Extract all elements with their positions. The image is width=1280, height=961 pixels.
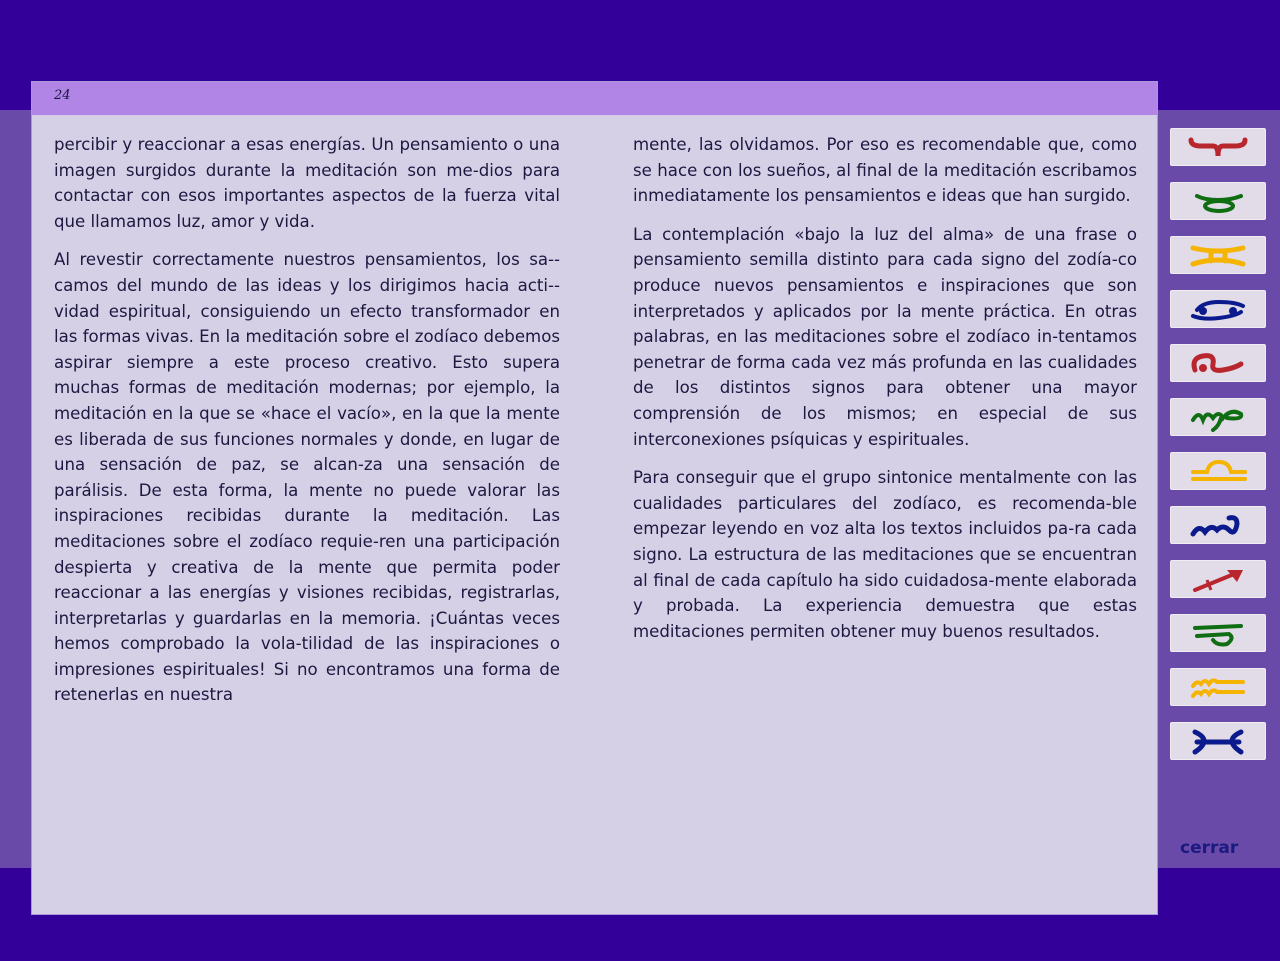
sign-button-pisces[interactable] [1170,722,1266,760]
sign-button-libra[interactable] [1170,452,1266,490]
gemini-icon [1183,240,1253,270]
paragraph: Al revestir correctamente nuestros pensamientos, los sa-camos del mundo de las ideas y los dirigimos hacia acti-vidad espiritual, consiguiendo un efecto transformador en las formas vivas. En la meditación sobre el zodíaco debemos aspirar siempre a este proceso creativo. Esto supera muchas formas de meditación modernas; por ejemplo, la meditación en la que se «hace el vacío», en la que la mente es liberada de sus funciones normales y donde, en lugar de una sensación de paz, se alcan-za una sensación de parálisis. De esta forma, la mente no puede valorar las inspiraciones recibidas durante la meditación. Las meditaciones sobre el zodíaco requie-ren una participación despierta y creativa de la mente que permita poder reaccionar a las energías y visiones recibidas, registrarlas, interpretarlas y guardarlas en la memoria. ¡Cuántas veces hemos comprobado la vola-tilidad de las inspiraciones o impresiones espirituales! Si no encontramos una forma de retenerlas en nuestra [54,250,560,705]
sign-button-aries[interactable] [1170,128,1266,166]
paragraph: Para conseguir que el grupo sintonice mentalmente con las cualidades particulares del zodíaco, es recomenda-ble empezar leyendo en voz alta los textos incluidos pa-ra cada signo. La estructura de las meditaciones que se encuentran al final de cada capítulo ha sido cuidadosa-mente elaborada y probada. La experiencia demuestra que estas meditaciones permiten obtener muy buenos resultados. [633,468,1137,641]
taurus-icon [1183,186,1253,216]
paragraph: La contemplación «bajo la luz del alma» de una frase o pensamiento semilla distinto para cada signo del zodía-co produce nuevos pensamientos e inspiraciones que son interpretados y aplicados por la mente práctica. En otras palabras, en las meditaciones sobre el zodíaco in-tentamos penetrar de forma cada vez más profunda en las cualidades de los distintos signos para obtener una mayor comprensión de los mismos; en especial de sus interconexiones psíquicas y espirituales. [633,224,1137,449]
paragraph: percibir y reaccionar a esas energías. Un pensamiento o una imagen surgidos durante la meditación son me-dios para contactar con esos importantes aspectos de la fuerza vital que llamamos luz, amor y vida. [54,135,560,231]
libra-icon [1183,456,1253,486]
book-page [32,82,1157,914]
cancer-icon [1183,294,1253,324]
leo-icon [1183,348,1253,378]
page-number: 24 [54,88,71,103]
sign-button-sagittarius[interactable] [1170,560,1266,598]
aquarius-icon [1183,672,1253,702]
pisces-icon [1183,726,1253,756]
right-column [633,132,1137,657]
capricorn-icon [1183,618,1253,648]
sign-button-capricorn[interactable] [1170,614,1266,652]
virgo-icon [1183,402,1253,432]
sagittarius-icon [1183,564,1253,594]
scorpio-icon [1183,510,1253,540]
sign-button-cancer[interactable] [1170,290,1266,328]
close-link[interactable]: cerrar [1180,838,1239,858]
page-header [32,82,1157,115]
sign-button-taurus[interactable] [1170,182,1266,220]
left-column [54,132,560,721]
sign-button-leo[interactable] [1170,344,1266,382]
aries-icon [1183,132,1253,162]
sign-button-virgo[interactable] [1170,398,1266,436]
sign-button-gemini[interactable] [1170,236,1266,274]
sign-button-scorpio[interactable] [1170,506,1266,544]
sign-button-aquarius[interactable] [1170,668,1266,706]
paragraph: mente, las olvidamos. Por eso es recomendable que, como se hace con los sueños, al final de la meditación escribamos inmediatamente los pensamientos e ideas que han surgido. [633,135,1137,206]
